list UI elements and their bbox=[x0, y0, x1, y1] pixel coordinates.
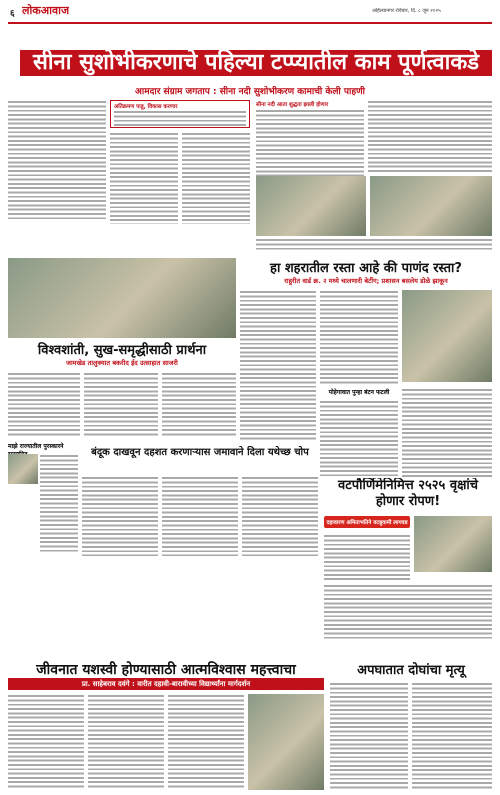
lead-photo-1 bbox=[256, 176, 366, 236]
story9-column-2 bbox=[88, 694, 164, 790]
story5-column-2 bbox=[162, 476, 238, 556]
story2-headline: हा शहरातील रस्ता आहे की पाणंद रस्ता? bbox=[270, 261, 462, 276]
story9-column-1 bbox=[8, 694, 84, 790]
story2-column-1 bbox=[240, 290, 316, 440]
story3-column-1 bbox=[8, 372, 80, 436]
story8 bbox=[324, 516, 410, 580]
story7-title: पोहेगावात पुन्हा बंटन फटली bbox=[328, 389, 390, 396]
story3-photo bbox=[8, 258, 236, 338]
story6-photo bbox=[414, 516, 492, 572]
lead-column-4 bbox=[368, 100, 492, 172]
story6-column-1 bbox=[324, 584, 492, 640]
story10-headline: अपघातात दोघांचा मृत्यू bbox=[357, 663, 465, 678]
lead-subhead: आमदार संग्राम जगताप : सीना नदी सुशोभीकरण कामाची केली पाहणी bbox=[135, 87, 365, 97]
story3-headline: विश्वशांती, सुख-समृद्धीसाठी प्रार्थना bbox=[37, 343, 207, 358]
story7 bbox=[320, 388, 398, 478]
lead-box-1-title: अतिक्रमण पाडू, विकास करणार bbox=[114, 104, 178, 110]
masthead-rule bbox=[8, 22, 492, 24]
story9-column-3 bbox=[168, 694, 244, 790]
story2-column-2 bbox=[320, 290, 398, 384]
story5-column-3 bbox=[242, 476, 318, 556]
story4 bbox=[8, 442, 78, 554]
story9-photo bbox=[248, 694, 324, 790]
lead-box-1-text bbox=[114, 110, 246, 127]
story9-headline: जीवनात यशस्वी होण्यासाठी आत्मविश्वास महत्त्वाचा bbox=[36, 662, 296, 678]
masthead bbox=[0, 0, 500, 26]
lead-captions bbox=[256, 238, 492, 250]
story5-column-1 bbox=[82, 476, 158, 556]
lead-headline: सीना सुशोभीकरणाचे पहिल्या टप्प्यातील काम पूर्णत्वाकडे bbox=[20, 50, 492, 76]
dateline: अहिल्यानगर रविवार, दि. ८ जून २०२५ bbox=[372, 8, 441, 14]
story10-column-1 bbox=[330, 682, 408, 790]
story3-subhead: जामखेड तालुक्यात बकरीद ईद उत्साहात साजरी bbox=[66, 359, 178, 367]
lead-box-2-title: सीना नदी आता शुद्धता झाली होणार bbox=[256, 102, 329, 108]
lead-box-1 bbox=[110, 100, 250, 128]
story10-column-2 bbox=[412, 682, 492, 790]
story9-subhead: प्रा. साहेबराव दवंगे : वारीत दहावी-बारावीच्या विद्यार्थ्यांना मार्गदर्शन bbox=[8, 678, 324, 690]
story6-headline: वटपौर्णिमेनिमित्त २५२५ वृक्षांचे होणार रोपण! bbox=[337, 478, 479, 509]
story4-text bbox=[40, 454, 78, 554]
story3-column-2 bbox=[84, 372, 158, 436]
lead-column-3 bbox=[182, 132, 250, 224]
lead-column-2 bbox=[110, 132, 178, 224]
brand-logo: लोकआवाज bbox=[22, 4, 70, 17]
story8-text bbox=[324, 534, 410, 580]
story8-title: दहावारण अमिताभतिने वटबुवामी लागवड bbox=[324, 516, 410, 528]
story4-photo bbox=[8, 454, 38, 484]
story7-text bbox=[320, 400, 398, 478]
story2-subhead: राहुरीत वार्ड क्र. २ मध्ये चालणारी बेटींग; प्रशासन बसलेय डोळे झाकून bbox=[284, 277, 448, 285]
lead-column-1 bbox=[8, 100, 106, 220]
story2-column-3 bbox=[402, 388, 492, 478]
story2-photo bbox=[402, 290, 492, 382]
story4-title: माझे राज्यातील पुरस्कारने bbox=[8, 443, 64, 450]
lead-photo-2 bbox=[370, 176, 492, 236]
page-number: ६ bbox=[10, 9, 15, 19]
story5-headline: बंदूक दाखवून दहशत करणाऱ्यास जमावाने दिला यथेच्छ चोप bbox=[91, 447, 309, 458]
story3-column-3 bbox=[162, 372, 236, 436]
